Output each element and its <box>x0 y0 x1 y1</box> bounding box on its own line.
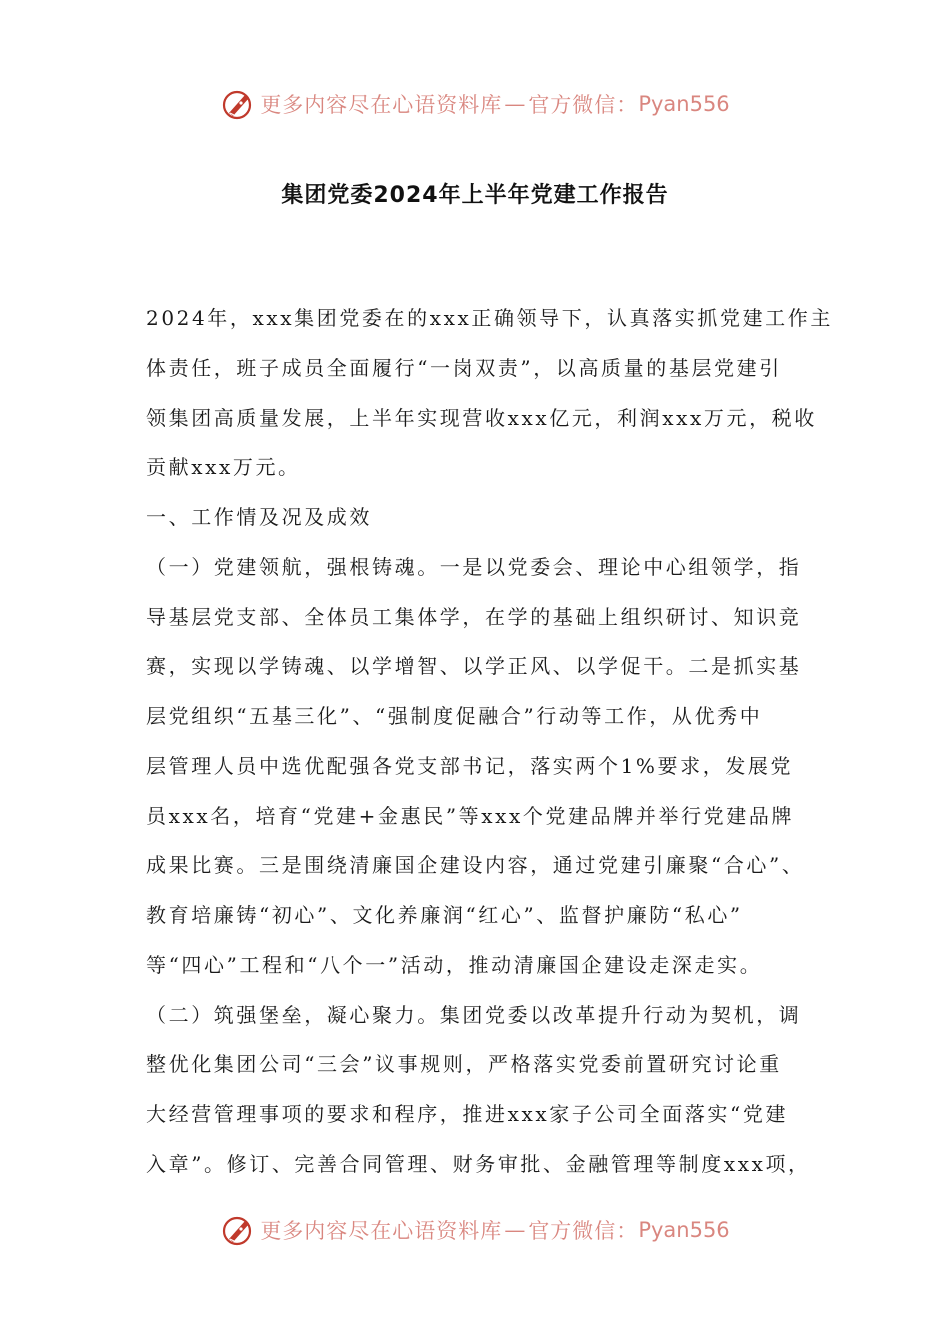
watermark-header <box>0 86 950 122</box>
body-line: 体责任，班子成员全面履行“一岗双责”，以高质量的基层党建引 <box>146 355 782 380</box>
body-line: 入章”。修订、完善合同管理、财务审批、金融管理等制度xxx项， <box>146 1151 811 1176</box>
body-line: 成果比赛。三是围绕清廉国企建设内容，通过党建引廉聚“合心”、 <box>146 853 805 878</box>
section-heading: 一、工作情及况及成效 <box>146 505 372 529</box>
watermark-handle: Pyan556 <box>638 1218 730 1242</box>
body-line: 教育培廉铸“初心”、文化养廉润“红心”、监督护廉防“私心” <box>146 903 743 927</box>
body-line: 贡献xxx万元。 <box>146 455 301 480</box>
body-line: 层管理人员中选优配强各党支部书记，落实两个1%要求，发展党 <box>146 753 794 778</box>
body-line: （二）筑强堡垒，凝心聚力。集团党委以改革提升行动为契机，调 <box>146 1002 802 1027</box>
body-line: 等“四心”工程和“八个一”活动，推动清廉国企建设走深走实。 <box>146 952 763 977</box>
body-line: 2024年，xxx集团党委在的xxx正确领导下，认真落实抓党建工作主 <box>146 306 833 330</box>
document-title: 集团党委2024年上半年党建工作报告 <box>281 183 669 208</box>
body-line: 整优化集团公司“三会”议事规则，严格落实党委前置研究讨论重 <box>146 1052 782 1077</box>
body-line: 赛，实现以学铸魂、以学增智、以学正风、以学促干。二是抓实基 <box>146 654 802 679</box>
watermark-text: 更多内容尽在心语资料库 <box>260 93 503 117</box>
pen-nib-circle-icon <box>220 86 256 122</box>
body-line: 层党组织“五基三化”、“强制度促融合”行动等工作，从优秀中 <box>146 704 763 728</box>
watermark-text: 更多内容尽在心语资料库 <box>260 1219 503 1243</box>
watermark-contact-label: 官方微信： <box>528 93 639 117</box>
watermark-footer <box>0 1212 950 1248</box>
watermark-separator: — <box>504 1218 527 1242</box>
body-line: 员xxx名，培育“党建+金惠民”等xxx个党建品牌并举行党建品牌 <box>146 803 795 828</box>
watermark-contact-label: 官方微信： <box>528 1219 639 1243</box>
body-line: 大经营管理事项的要求和程序，推进xxx家子公司全面落实“党建 <box>146 1102 789 1126</box>
body-line: 领集团高质量发展，上半年实现营收xxx亿元，利润xxx万元，税收 <box>146 405 817 430</box>
watermark-handle: Pyan556 <box>638 92 730 116</box>
document-body <box>146 294 833 1190</box>
watermark-separator: — <box>504 92 527 116</box>
body-line: （一）党建领航，强根铸魂。一是以党委会、理论中心组领学，指 <box>146 554 802 579</box>
body-line: 导基层党支部、全体员工集体学，在学的基础上组织研讨、知识竞 <box>146 604 802 629</box>
pen-nib-circle-icon <box>220 1212 256 1248</box>
